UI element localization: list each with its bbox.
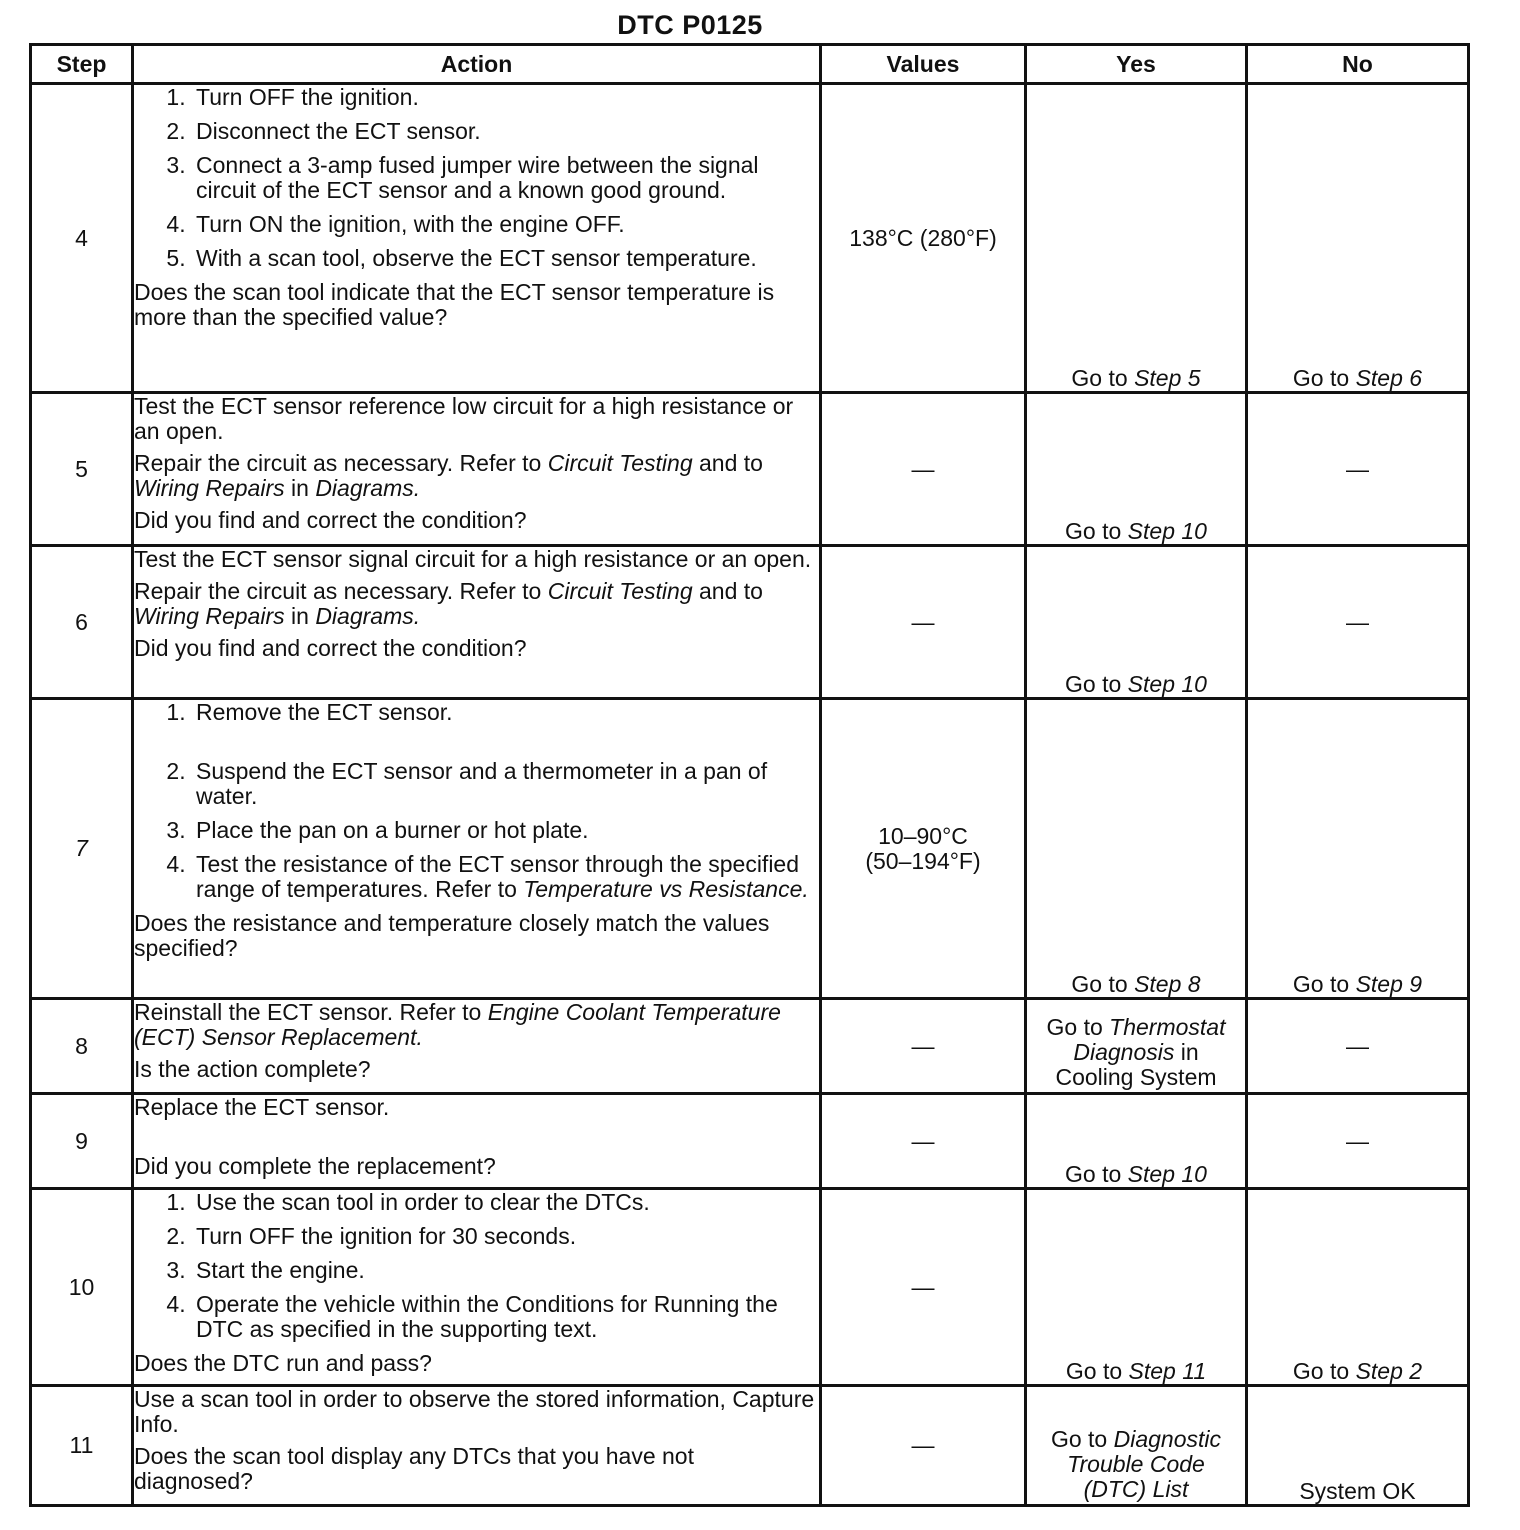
step-number-text: 7 (75, 835, 88, 861)
action-question: Did you find and correct the condition? (134, 635, 527, 661)
action-question: Does the resistance and temperature closely match the values specified? (134, 910, 770, 961)
action-cell (133, 999, 821, 1094)
no-cell: — (1247, 546, 1469, 699)
no-prefix: Go to (1292, 1358, 1356, 1384)
yes-prefix: Go to (1071, 365, 1135, 391)
yes-prefix: Go to (1065, 671, 1128, 697)
list-item: 2. Disconnect the ECT sensor. (192, 119, 819, 144)
step-number: 4 (31, 84, 133, 393)
step-number: 5 (31, 393, 133, 546)
list-item: 2. Suspend the ECT sensor and a thermometer in a pan of water. (192, 759, 819, 809)
step-number: 9 (31, 1094, 133, 1189)
value-cell (821, 699, 1026, 999)
list-item: 5. With a scan tool, observe the ECT sensor temperature. (192, 246, 819, 271)
no-link[interactable]: Step 2 (1355, 1358, 1423, 1384)
yes-link[interactable]: Thermostat Diagnosis (1073, 1014, 1226, 1065)
action-text: Test the ECT sensor signal circuit for a high resistance or an open. (134, 546, 812, 572)
repair-text: and to (692, 578, 763, 604)
table-row-step-8 (31, 999, 1469, 1094)
value-cell: 138°C (280°F) (821, 84, 1026, 393)
yes-link[interactable]: Step 10 (1127, 671, 1207, 697)
no-link[interactable]: Step 9 (1355, 971, 1423, 997)
value-cell: — (821, 1094, 1026, 1189)
circuit-testing-link[interactable]: Circuit Testing (547, 578, 693, 604)
diagnostic-table (29, 43, 1470, 1507)
table-row-step-6 (31, 546, 1469, 699)
yes-cell (1026, 1386, 1247, 1506)
step-number: 10 (31, 1189, 133, 1386)
yes-cell (1026, 84, 1247, 393)
action-question: Does the scan tool display any DTCs that you have not diagnosed? (134, 1443, 694, 1494)
value-celsius: 10–90°C (878, 822, 968, 849)
list-item: 1. Remove the ECT sensor. (192, 700, 819, 725)
value-cell: — (821, 1386, 1026, 1506)
value-cell: — (821, 999, 1026, 1094)
action-cell (133, 393, 821, 546)
table-row-step-4 (31, 84, 1469, 393)
action-question: Did you complete the replacement? (134, 1153, 496, 1179)
action-cell (133, 84, 821, 393)
no-cell (1247, 699, 1469, 999)
table-row-step-11 (31, 1386, 1469, 1506)
no-prefix: Go to (1292, 365, 1356, 391)
diagrams-link[interactable]: Diagrams. (315, 475, 421, 501)
yes-link[interactable]: Step 10 (1127, 1161, 1207, 1187)
list-item: 1. Use the scan tool in order to clear the DTCs. (192, 1190, 819, 1215)
yes-link[interactable]: Step 10 (1127, 518, 1207, 544)
list-item: 4. Turn ON the ignition, with the engine OFF. (192, 212, 819, 237)
header-action: Action (133, 45, 821, 84)
temperature-vs-resistance-link[interactable]: Temperature vs Resistance. (523, 876, 809, 902)
yes-cell (1026, 546, 1247, 699)
circuit-testing-link[interactable]: Circuit Testing (547, 450, 693, 476)
step-number: 8 (31, 999, 133, 1094)
yes-cell (1026, 1094, 1247, 1189)
list-item: 3. Start the engine. (192, 1258, 819, 1283)
repair-text: Repair the circuit as necessary. Refer to (134, 450, 548, 476)
step-number (31, 699, 133, 999)
action-question: Is the action complete? (134, 1056, 371, 1082)
yes-cell (1026, 699, 1247, 999)
repair-text: and to (692, 450, 763, 476)
yes-prefix: Go to (1046, 1014, 1110, 1040)
action-text (134, 1000, 819, 1050)
table-header-row (31, 45, 1469, 84)
value-cell: — (821, 393, 1026, 546)
yes-prefix: Go to (1065, 518, 1128, 544)
list-item: 1. Turn OFF the ignition. (192, 85, 819, 110)
action-list (134, 85, 819, 271)
repair-text: in (284, 603, 316, 629)
action-cell (133, 699, 821, 999)
diagrams-link[interactable]: Diagrams. (315, 603, 421, 629)
repair-text: in (284, 475, 316, 501)
list-item: 2. Turn OFF the ignition for 30 seconds. (192, 1224, 819, 1249)
list-item: 4. Operate the vehicle within the Conditions for Running the DTC as specified in the supporting text. (192, 1292, 819, 1342)
action-repair (134, 451, 819, 501)
action-list (134, 700, 819, 902)
table-row-step-10 (31, 1189, 1469, 1386)
no-prefix: Go to (1292, 971, 1356, 997)
step-number: 6 (31, 546, 133, 699)
yes-link[interactable]: Step 11 (1128, 1358, 1207, 1384)
action-question: Did you find and correct the condition? (134, 507, 527, 533)
no-cell (1247, 1189, 1469, 1386)
value-fahrenheit: (50–194°F) (865, 847, 981, 874)
action-list (134, 1190, 819, 1342)
header-values: Values (821, 45, 1026, 84)
wiring-repairs-link[interactable]: Wiring Repairs (134, 475, 285, 501)
ect-replacement-link[interactable]: Engine Coolant Temperature (ECT) Sensor Replacement. (134, 999, 781, 1050)
page-title: DTC P0125 (617, 10, 763, 40)
list-item: 3. Place the pan on a burner or hot plate. (192, 818, 819, 843)
value-cell: — (821, 1189, 1026, 1386)
yes-prefix: Go to (1050, 1426, 1114, 1452)
action-cell (133, 1189, 821, 1386)
yes-cell (1026, 1189, 1247, 1386)
no-cell (1247, 84, 1469, 393)
no-cell: — (1247, 1094, 1469, 1189)
no-cell: System OK (1247, 1386, 1469, 1506)
yes-prefix: Go to (1065, 1358, 1129, 1384)
yes-link[interactable]: Diagnostic Trouble Code (DTC) List (1067, 1426, 1222, 1502)
step-number: 11 (31, 1386, 133, 1506)
action-repair (134, 579, 819, 629)
list-item: 3. Connect a 3-amp fused jumper wire between the signal circuit of the ECT sensor and a known good ground. (192, 153, 819, 203)
no-cell: — (1247, 999, 1469, 1094)
list-item (192, 852, 819, 902)
yes-prefix: Go to (1071, 971, 1135, 997)
value-cell: — (821, 546, 1026, 699)
header-no: No (1247, 45, 1469, 84)
action-question: Does the scan tool indicate that the ECT sensor temperature is more than the specified value? (134, 279, 775, 330)
no-link[interactable]: Step 6 (1355, 365, 1423, 391)
header-yes: Yes (1026, 45, 1247, 84)
action-prefix: Reinstall the ECT sensor. Refer to (134, 999, 488, 1025)
repair-text: Repair the circuit as necessary. Refer to (134, 578, 548, 604)
yes-suffix: in Cooling System (1055, 1039, 1217, 1090)
action-text: Replace the ECT sensor. (134, 1094, 390, 1120)
yes-cell (1026, 393, 1247, 546)
yes-link[interactable]: Step 5 (1134, 365, 1201, 391)
yes-prefix: Go to (1065, 1161, 1128, 1187)
action-question: Does the DTC run and pass? (134, 1350, 432, 1376)
action-text: Test the ECT sensor reference low circuit for a high resistance or an open. (134, 393, 794, 444)
table-row-step-5 (31, 393, 1469, 546)
yes-link[interactable]: Step 8 (1134, 971, 1201, 997)
action-cell (133, 1094, 821, 1189)
action-cell (133, 546, 821, 699)
item-text: Test the resistance of the ECT sensor through the specified range of temperatures. Refer to (196, 851, 800, 902)
action-cell (133, 1386, 821, 1506)
no-cell: — (1247, 393, 1469, 546)
wiring-repairs-link[interactable]: Wiring Repairs (134, 603, 285, 629)
header-step: Step (31, 45, 133, 84)
table-row-step-9 (31, 1094, 1469, 1189)
yes-cell (1026, 999, 1247, 1094)
action-text: Use a scan tool in order to observe the stored information, Capture Info. (134, 1386, 815, 1437)
table-row-step-7 (31, 699, 1469, 999)
